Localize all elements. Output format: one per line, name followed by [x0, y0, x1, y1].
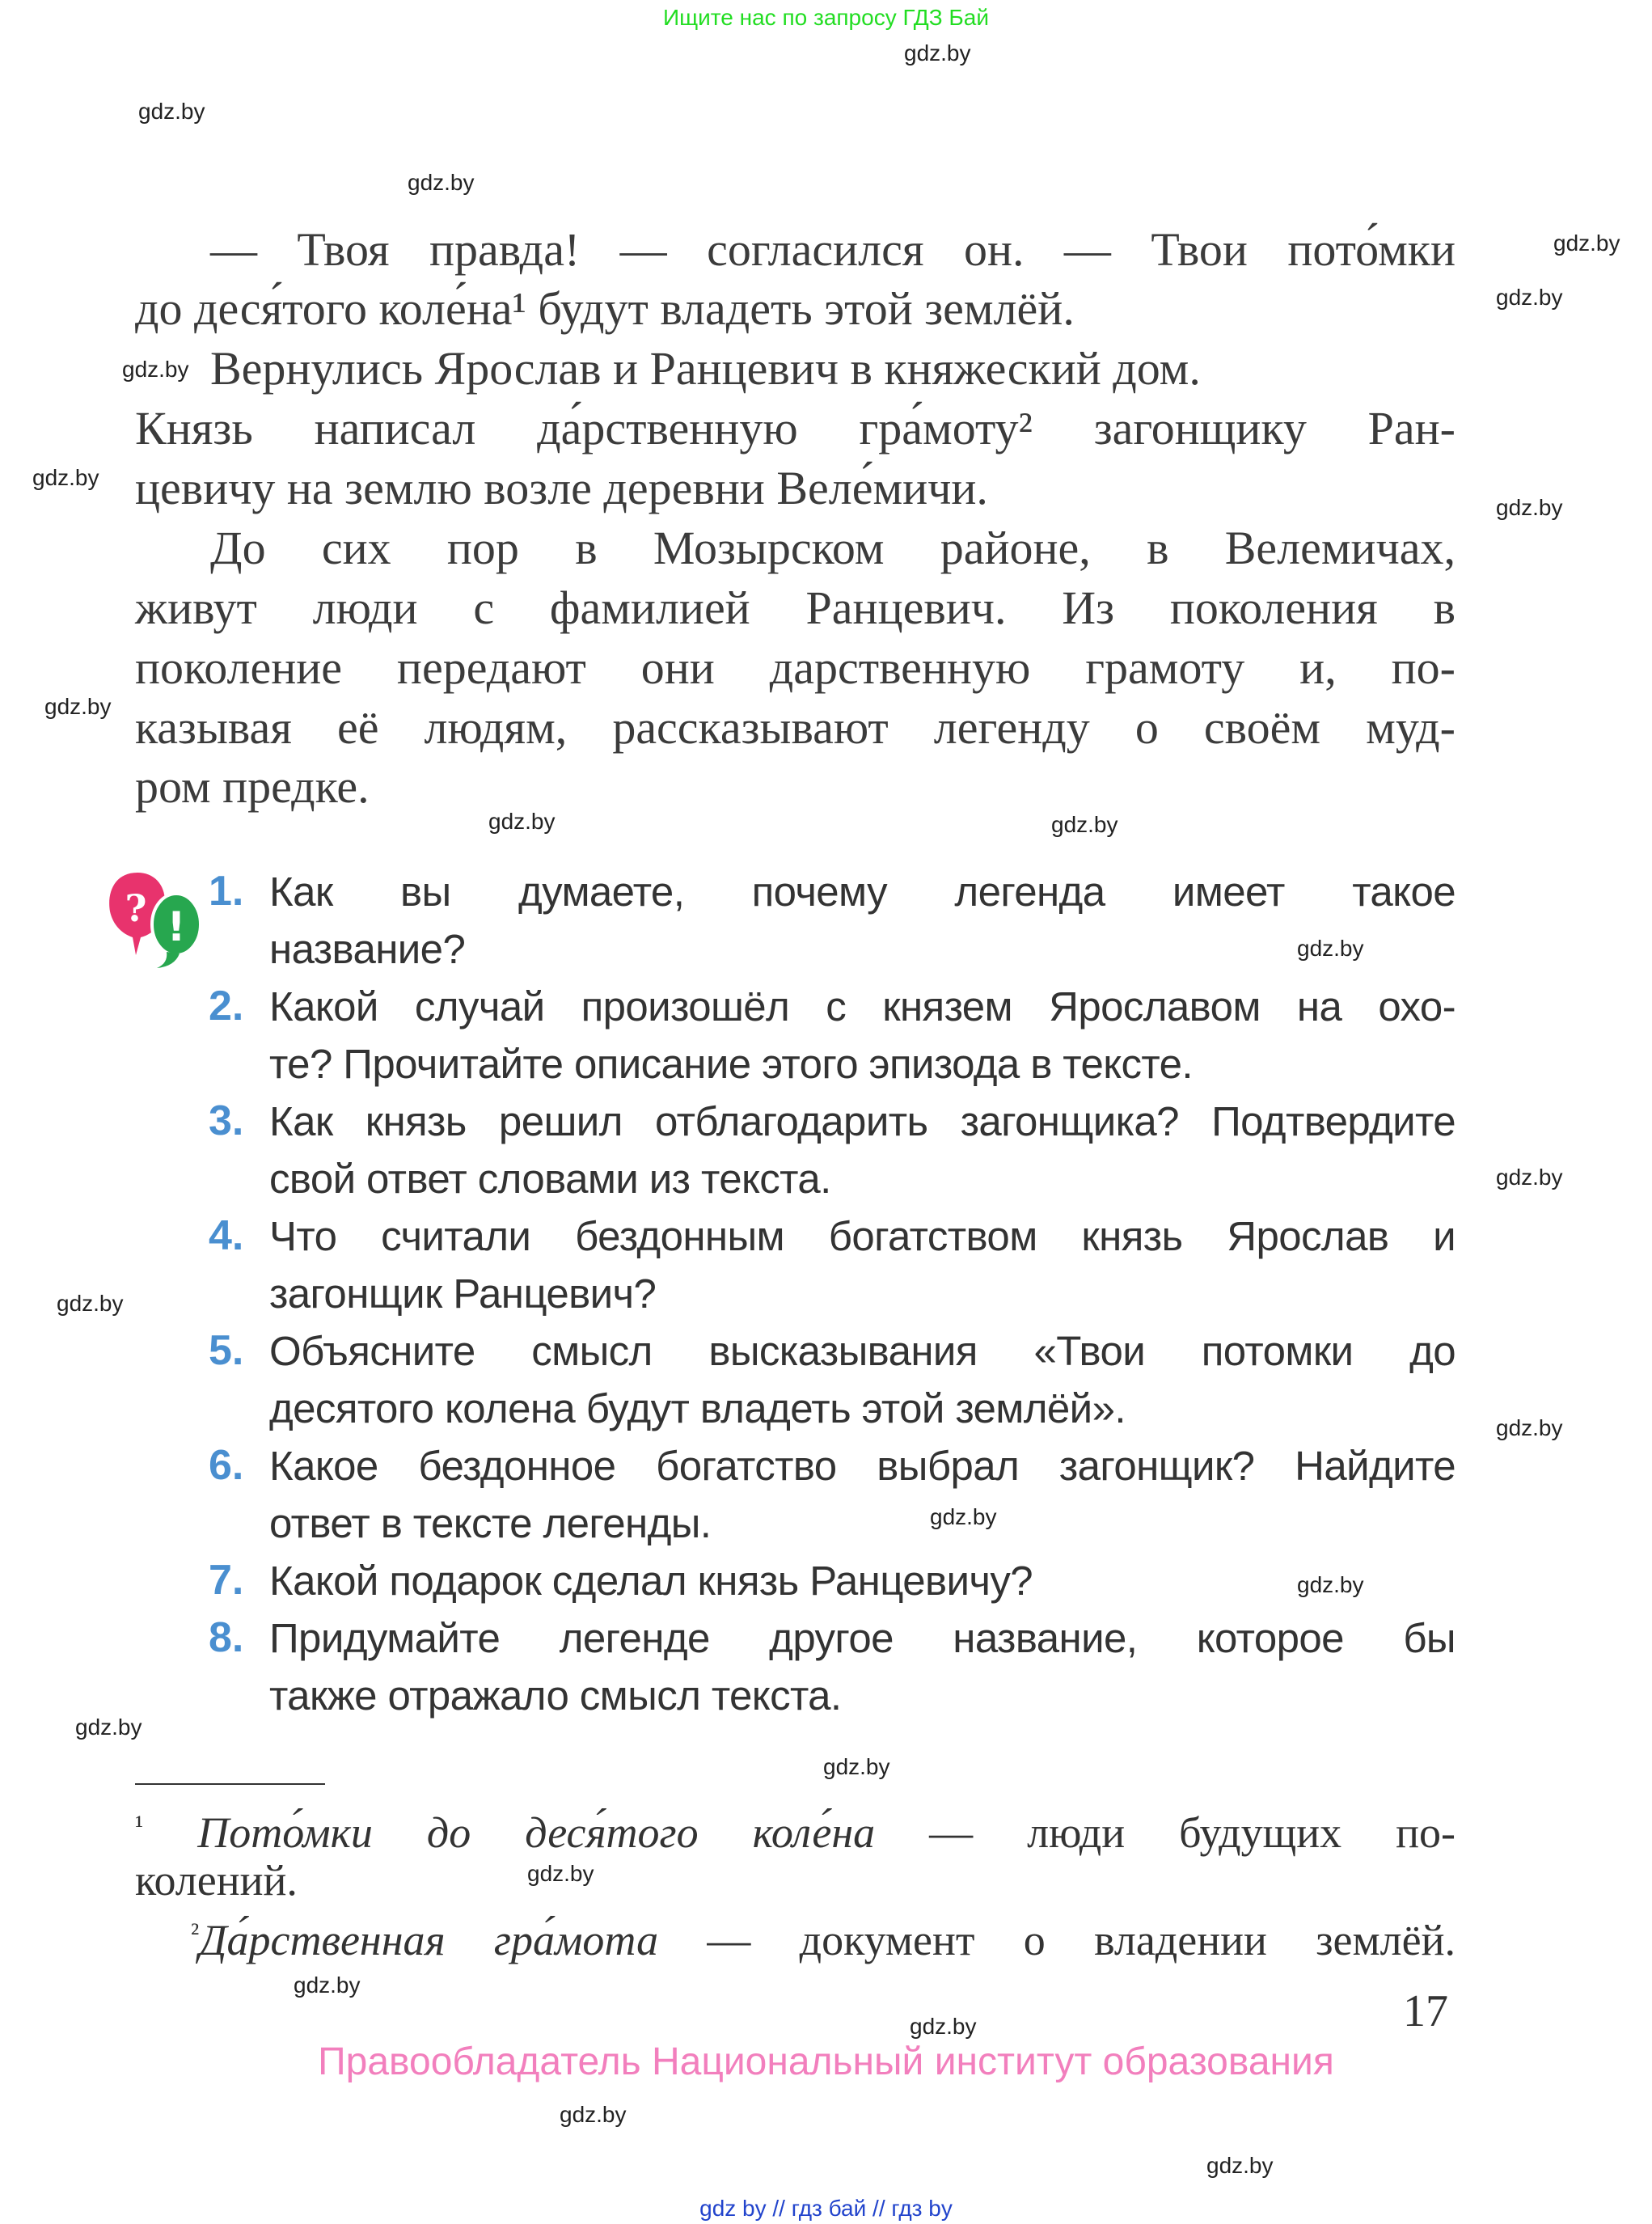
watermark: gdz.by [1496, 285, 1563, 310]
story-line: Вернулись Ярослав и Ранцевич в княжеский дом. [210, 342, 1201, 395]
story-line: ром предке. [135, 760, 370, 813]
footnote-1-mark: ¹ [135, 1811, 144, 1841]
svg-text:!: ! [167, 903, 186, 950]
footnote-1 [135, 1799, 1456, 1859]
rights-holder: Правообладатель Национальный институт образования [318, 2040, 1334, 2083]
watermark: gdz.by [1297, 1572, 1364, 1597]
question-number: 1. [209, 868, 244, 915]
question-text: Как вы думаете, почему легенда имеет такое [269, 869, 1456, 915]
story-line: казывая её людям, рассказывают легенду о своём муд- [135, 701, 1456, 754]
story-line: до деся́того коле́на¹ будут владеть этой землёй. [135, 282, 1075, 335]
question-text: свой ответ словами из текста. [269, 1156, 831, 1202]
question-text: Какой подарок сделал князь Ранцевичу? [269, 1558, 1033, 1604]
watermark: gdz.by [75, 1715, 142, 1740]
question-number: 4. [209, 1212, 244, 1259]
watermark: gdz.by [930, 1504, 997, 1529]
bottom-links[interactable]: gdz by // гдз бай // гдз by [699, 2196, 953, 2221]
watermark: gdz.by [138, 99, 205, 124]
question-text: Как князь решил отблагодарить загонщика? Подтвердите [269, 1098, 1456, 1144]
footnote-divider [135, 1783, 325, 1785]
story-line: живут люди с фамилией Ранцевич. Из поколения в [135, 581, 1456, 634]
svg-text:?: ? [125, 886, 147, 930]
watermark: gdz.by [527, 1861, 594, 1886]
story-line: цевичу на землю возле деревни Веле́мичи. [135, 462, 988, 514]
question-text: ответ в тексте легенды. [269, 1500, 712, 1546]
story-line: Князь написал да́рственную гра́моту² загонщику Ран- [135, 402, 1456, 455]
question-text: Что считали бездонным богатством князь Ярослав и [269, 1213, 1456, 1259]
watermark: gdz.by [488, 809, 556, 834]
watermark: gdz.by [1553, 230, 1620, 256]
watermark: gdz.by [1496, 1165, 1563, 1190]
watermark: gdz.by [44, 694, 112, 719]
footnote-1-definition: — люди будущих по- [875, 1808, 1456, 1857]
search-hint: Ищите нас по запросу ГДЗ Бай [662, 5, 990, 30]
footnote-2 [191, 1907, 1456, 1967]
question-text: десятого колена будут владеть этой землёй». [269, 1385, 1126, 1431]
watermark: gdz.by [910, 2014, 977, 2039]
footnote-2-mark: ² [191, 1918, 200, 1948]
question-text: Объясните смысл высказывания «Твои потомки до [269, 1328, 1456, 1374]
watermark: gdz.by [122, 357, 189, 382]
question-text: загонщик Ранцевич? [269, 1271, 657, 1317]
question-number: 3. [209, 1097, 244, 1144]
page-number: 17 [1403, 1986, 1448, 2036]
footnote-1-term: Пото́мки до деся́того коле́на [197, 1808, 876, 1857]
watermark: gdz.by [1496, 1415, 1563, 1440]
question-answer-icon [105, 869, 206, 970]
question-number: 7. [209, 1557, 244, 1604]
footnote-2-term: Да́рственная гра́мота [199, 1916, 659, 1964]
question-text: Какой случай произошёл с князем Ярославом на охо- [269, 983, 1456, 1030]
watermark: gdz.by [32, 465, 99, 490]
question-text: Придумайте легенде другое название, которое бы [269, 1615, 1456, 1661]
watermark: gdz.by [904, 40, 971, 66]
question-text: название? [269, 926, 466, 972]
question-text: те? Прочитайте описание этого эпизода в тексте. [269, 1041, 1193, 1087]
watermark: gdz.by [823, 1754, 890, 1779]
story-line: До сих пор в Мозырском районе, в Велемичах, [210, 522, 1456, 574]
watermark: gdz.by [1051, 812, 1118, 837]
question-number: 6. [209, 1442, 244, 1489]
question-number: 8. [209, 1614, 244, 1661]
story-line: — Твоя правда! — согласился он. — Твои пото́мки [210, 223, 1456, 276]
question-text: Какое бездонное богатство выбрал загонщик? Найдите [269, 1443, 1456, 1489]
watermark: gdz.by [560, 2102, 627, 2127]
question-number: 5. [209, 1327, 244, 1374]
story-line: поколение передают они дарственную грамоту и, по- [135, 641, 1456, 694]
question-number: 2. [209, 983, 244, 1030]
watermark: gdz.by [294, 1972, 361, 1998]
footnote-1-continued: колений. [135, 1856, 298, 1905]
watermark: gdz.by [408, 170, 475, 195]
watermark: gdz.by [57, 1291, 124, 1316]
watermark: gdz.by [1496, 495, 1563, 520]
watermark: gdz.by [1297, 936, 1364, 961]
watermark: gdz.by [1206, 2153, 1274, 2178]
footnote-2-definition: — документ о владении землёй. [658, 1916, 1456, 1964]
question-text: также отражало смысл текста. [269, 1672, 842, 1719]
